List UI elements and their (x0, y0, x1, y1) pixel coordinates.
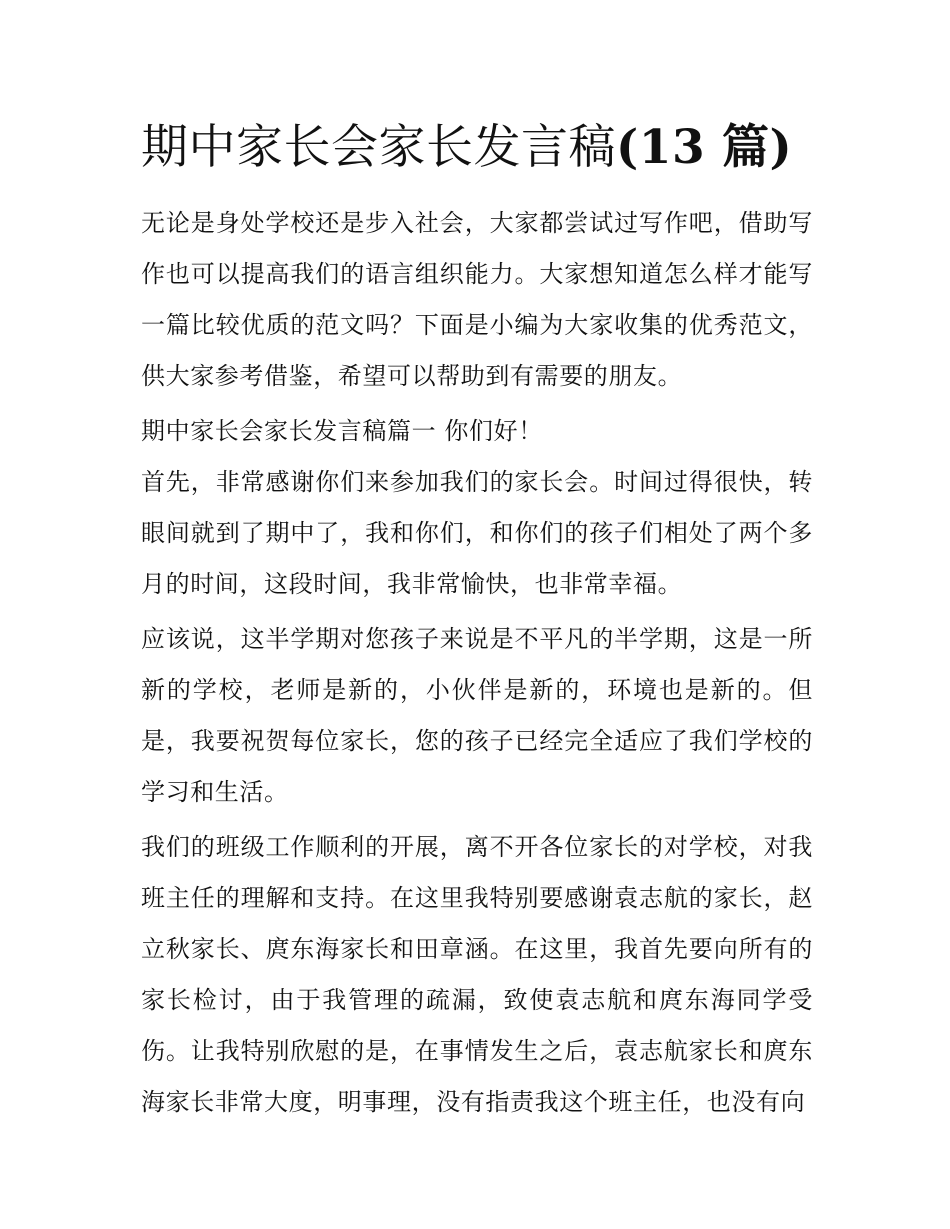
document-title (141, 118, 841, 178)
body-paragraph: 首先，非常感谢你们来参加我们的家长会。时间过得很快，转眼间就到了期中了，我和你们，和你们的孩子们相处了两个多月的时间，这段时间，我非常愉快，也非常幸福。 (141, 468, 813, 598)
document-body (141, 198, 813, 1132)
body-paragraph: 我们的班级工作顺利的开展，离不开各位家长的对学校，对我班主任的理解和支持。在这里我特别要感谢袁志航的家长，赵立秋家长、庹东海家长和田章涵。在这里，我首先要向所有的家长检讨，由于我管理的疏漏，致使袁志航和庹东海同学受伤。让我特别欣慰的是，在事情发生之后，袁志航家长和庹东海家长非常大度，明事理，没有指责我这个班主任，也没有向 (141, 833, 813, 1116)
title-count: (13 篇) (616, 120, 793, 175)
section-heading: 期中家长会家长发言稿篇一 你们好！ (141, 417, 543, 445)
intro-paragraph: 无论是身处学校还是步入社会，大家都尝试过写作吧，借助写作也可以提高我们的语言组织能力。大家想知道怎么样才能写一篇比较优质的范文吗？下面是小编为大家收集的优秀范文，供大家参考借鉴，希望可以帮助到有需要的朋友。 (141, 209, 813, 390)
body-paragraph: 应该说，这半学期对您孩子来说是不平凡的半学期，这是一所新的学校，老师是新的，小伙伴是新的，环境也是新的。但是，我要祝贺每位家长，您的孩子已经完全适应了我们学校的学习和生活。 (141, 625, 813, 806)
title-main: 期中家长会家长发言稿 (141, 120, 616, 175)
